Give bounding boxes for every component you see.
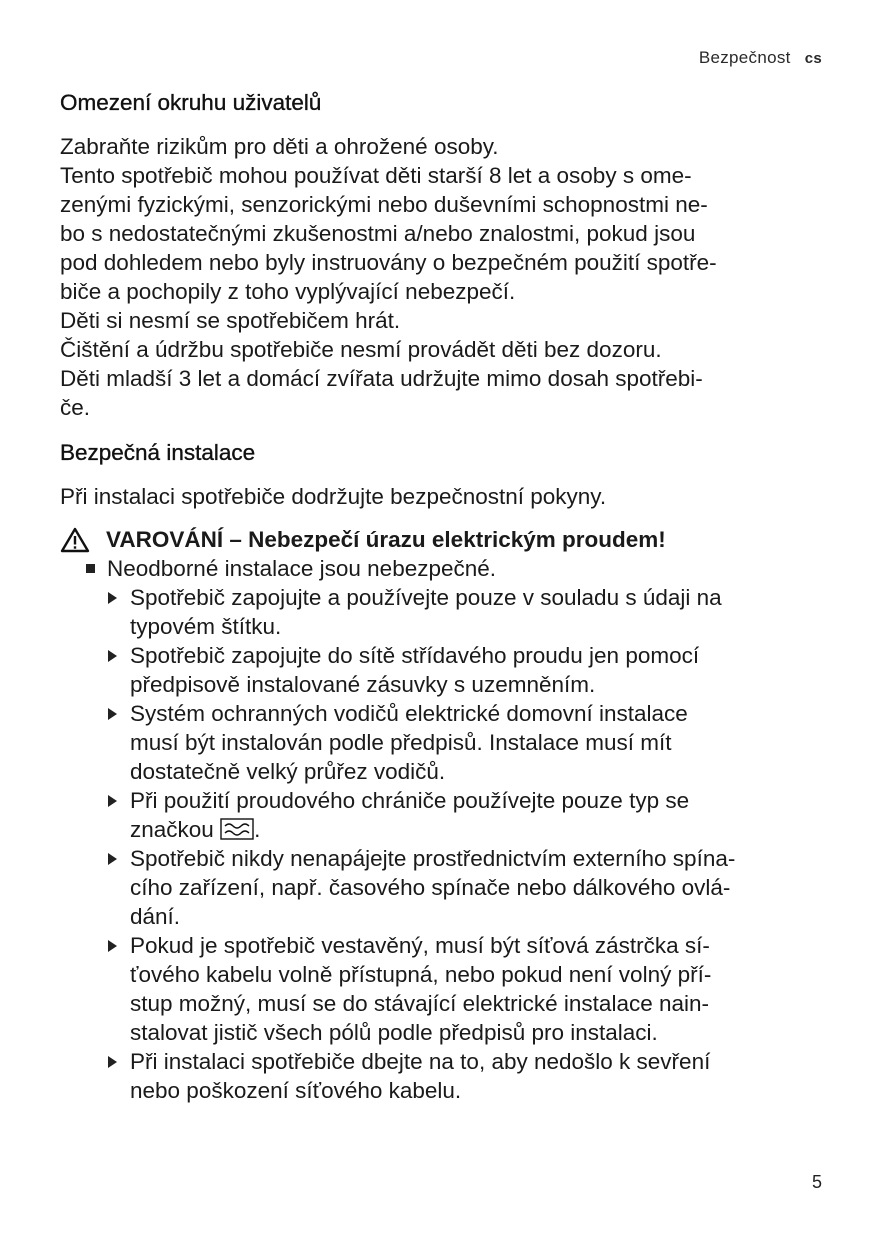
arrow-bullet-icon (108, 795, 117, 807)
arrow-bullet-icon (108, 708, 117, 720)
list-item-line: dání. (130, 904, 181, 929)
section1-line: pod dohledem nebo byly instruovány o bezpečném použití spotře- (60, 250, 717, 275)
section1-line: Tento spotřebič mohou používat děti starší 8 let a osoby s ome- (60, 163, 692, 188)
list-item-line: stalovat jistič všech pólů podle předpisů pro instalaci. (130, 1020, 658, 1045)
list-item (60, 786, 830, 844)
header-lang: cs (804, 50, 822, 67)
list-item-line: nebo poškození síťového kabelu. (130, 1078, 462, 1103)
warning-heading (60, 525, 830, 554)
list-item-line: Pokud je spotřebič vestavěný, musí být síťová zástrčka sí- (130, 933, 710, 958)
arrow-bullet-icon (108, 1056, 117, 1068)
warning-text: VAROVÁNÍ – Nebezpečí úrazu elektrickým proudem! (106, 527, 666, 552)
list-item (60, 583, 830, 641)
arrow-bullet-icon (108, 853, 117, 865)
list-item-line: stup možný, musí se do stávající elektrické instalace nain- (130, 991, 710, 1016)
page-content (60, 86, 830, 1105)
section1-body (60, 132, 830, 422)
section2-intro: Při instalaci spotřebiče dodržujte bezpečnostní pokyny. (60, 484, 607, 509)
list-item-line: Systém ochranných vodičů elektrické domovní instalace (130, 701, 688, 726)
section1-line: Čištění a údržbu spotřebiče nesmí provádět děti bez dozoru. (60, 337, 662, 362)
section1-line: Děti mladší 3 let a domácí zvířata udržujte mimo dosah spotřebi- (60, 366, 703, 391)
warning-triangle-icon (60, 527, 90, 553)
arrow-bullet-icon (108, 650, 117, 662)
section-title-user-restriction: Omezení okruhu uživatelů (60, 90, 322, 115)
warning-bullet-text: Neodborné instalace jsou nebezpečné. (107, 556, 497, 581)
list-item-line: Spotřebič zapojujte do sítě střídavého proudu jen pomocí (130, 643, 700, 668)
list-item-line: Spotřebič zapojujte a používejte pouze v souladu s údaji na (130, 585, 722, 610)
list-item (60, 699, 830, 786)
rcd-suffix: . (254, 817, 261, 842)
section1-line: bo s nedostatečnými zkušenostmi a/nebo znalostmi, pokud jsou (60, 221, 696, 246)
list-item-line: Při instalaci spotřebiče dbejte na to, aby nedošlo k sevření (130, 1049, 711, 1074)
section1-line: če. (60, 395, 91, 420)
list-item-line: typovém štítku. (130, 614, 282, 639)
list-item-line: předpisově instalované zásuvky s uzemněním. (130, 672, 596, 697)
list-item-line: musí být instalován podle předpisů. Instalace musí mít (130, 730, 672, 755)
list-item-line: Při použití proudového chrániče používejte pouze typ se (130, 788, 690, 813)
section1-line: Děti si nesmí se spotřebičem hrát. (60, 308, 401, 333)
list-item-line: Spotřebič nikdy nenapájejte prostřednictvím externího spína- (130, 846, 736, 871)
arrow-bullet-icon (108, 592, 117, 604)
section-title-safe-installation: Bezpečná instalace (60, 440, 256, 465)
page-header (699, 48, 822, 68)
section1-line: biče a pochopily z toho vyplývající nebezpečí. (60, 279, 516, 304)
list-item (60, 1047, 830, 1105)
list-item (60, 641, 830, 699)
list-item-line (130, 815, 830, 844)
section1-line: zenými fyzickými, senzorickými nebo duševními schopnostmi ne- (60, 192, 708, 217)
list-item (60, 931, 830, 1047)
page-number: 5 (811, 1172, 822, 1192)
section1-line: Zabraňte rizikům pro děti a ohrožené osoby. (60, 134, 499, 159)
list-item (60, 844, 830, 931)
arrow-bullet-icon (108, 940, 117, 952)
square-bullet-icon (86, 564, 95, 573)
list-item-line: cího zařízení, např. časového spínače nebo dálkového ovlá- (130, 875, 731, 900)
list-item-line: ťového kabelu volně přístupná, nebo pokud není volný pří- (130, 962, 712, 987)
rcd-symbol-icon (220, 818, 254, 840)
warning-bullet (60, 554, 830, 583)
rcd-label: značkou (130, 817, 214, 842)
header-section: Bezpečnost (698, 48, 791, 67)
list-item-line: dostatečně velký průřez vodičů. (130, 759, 446, 784)
